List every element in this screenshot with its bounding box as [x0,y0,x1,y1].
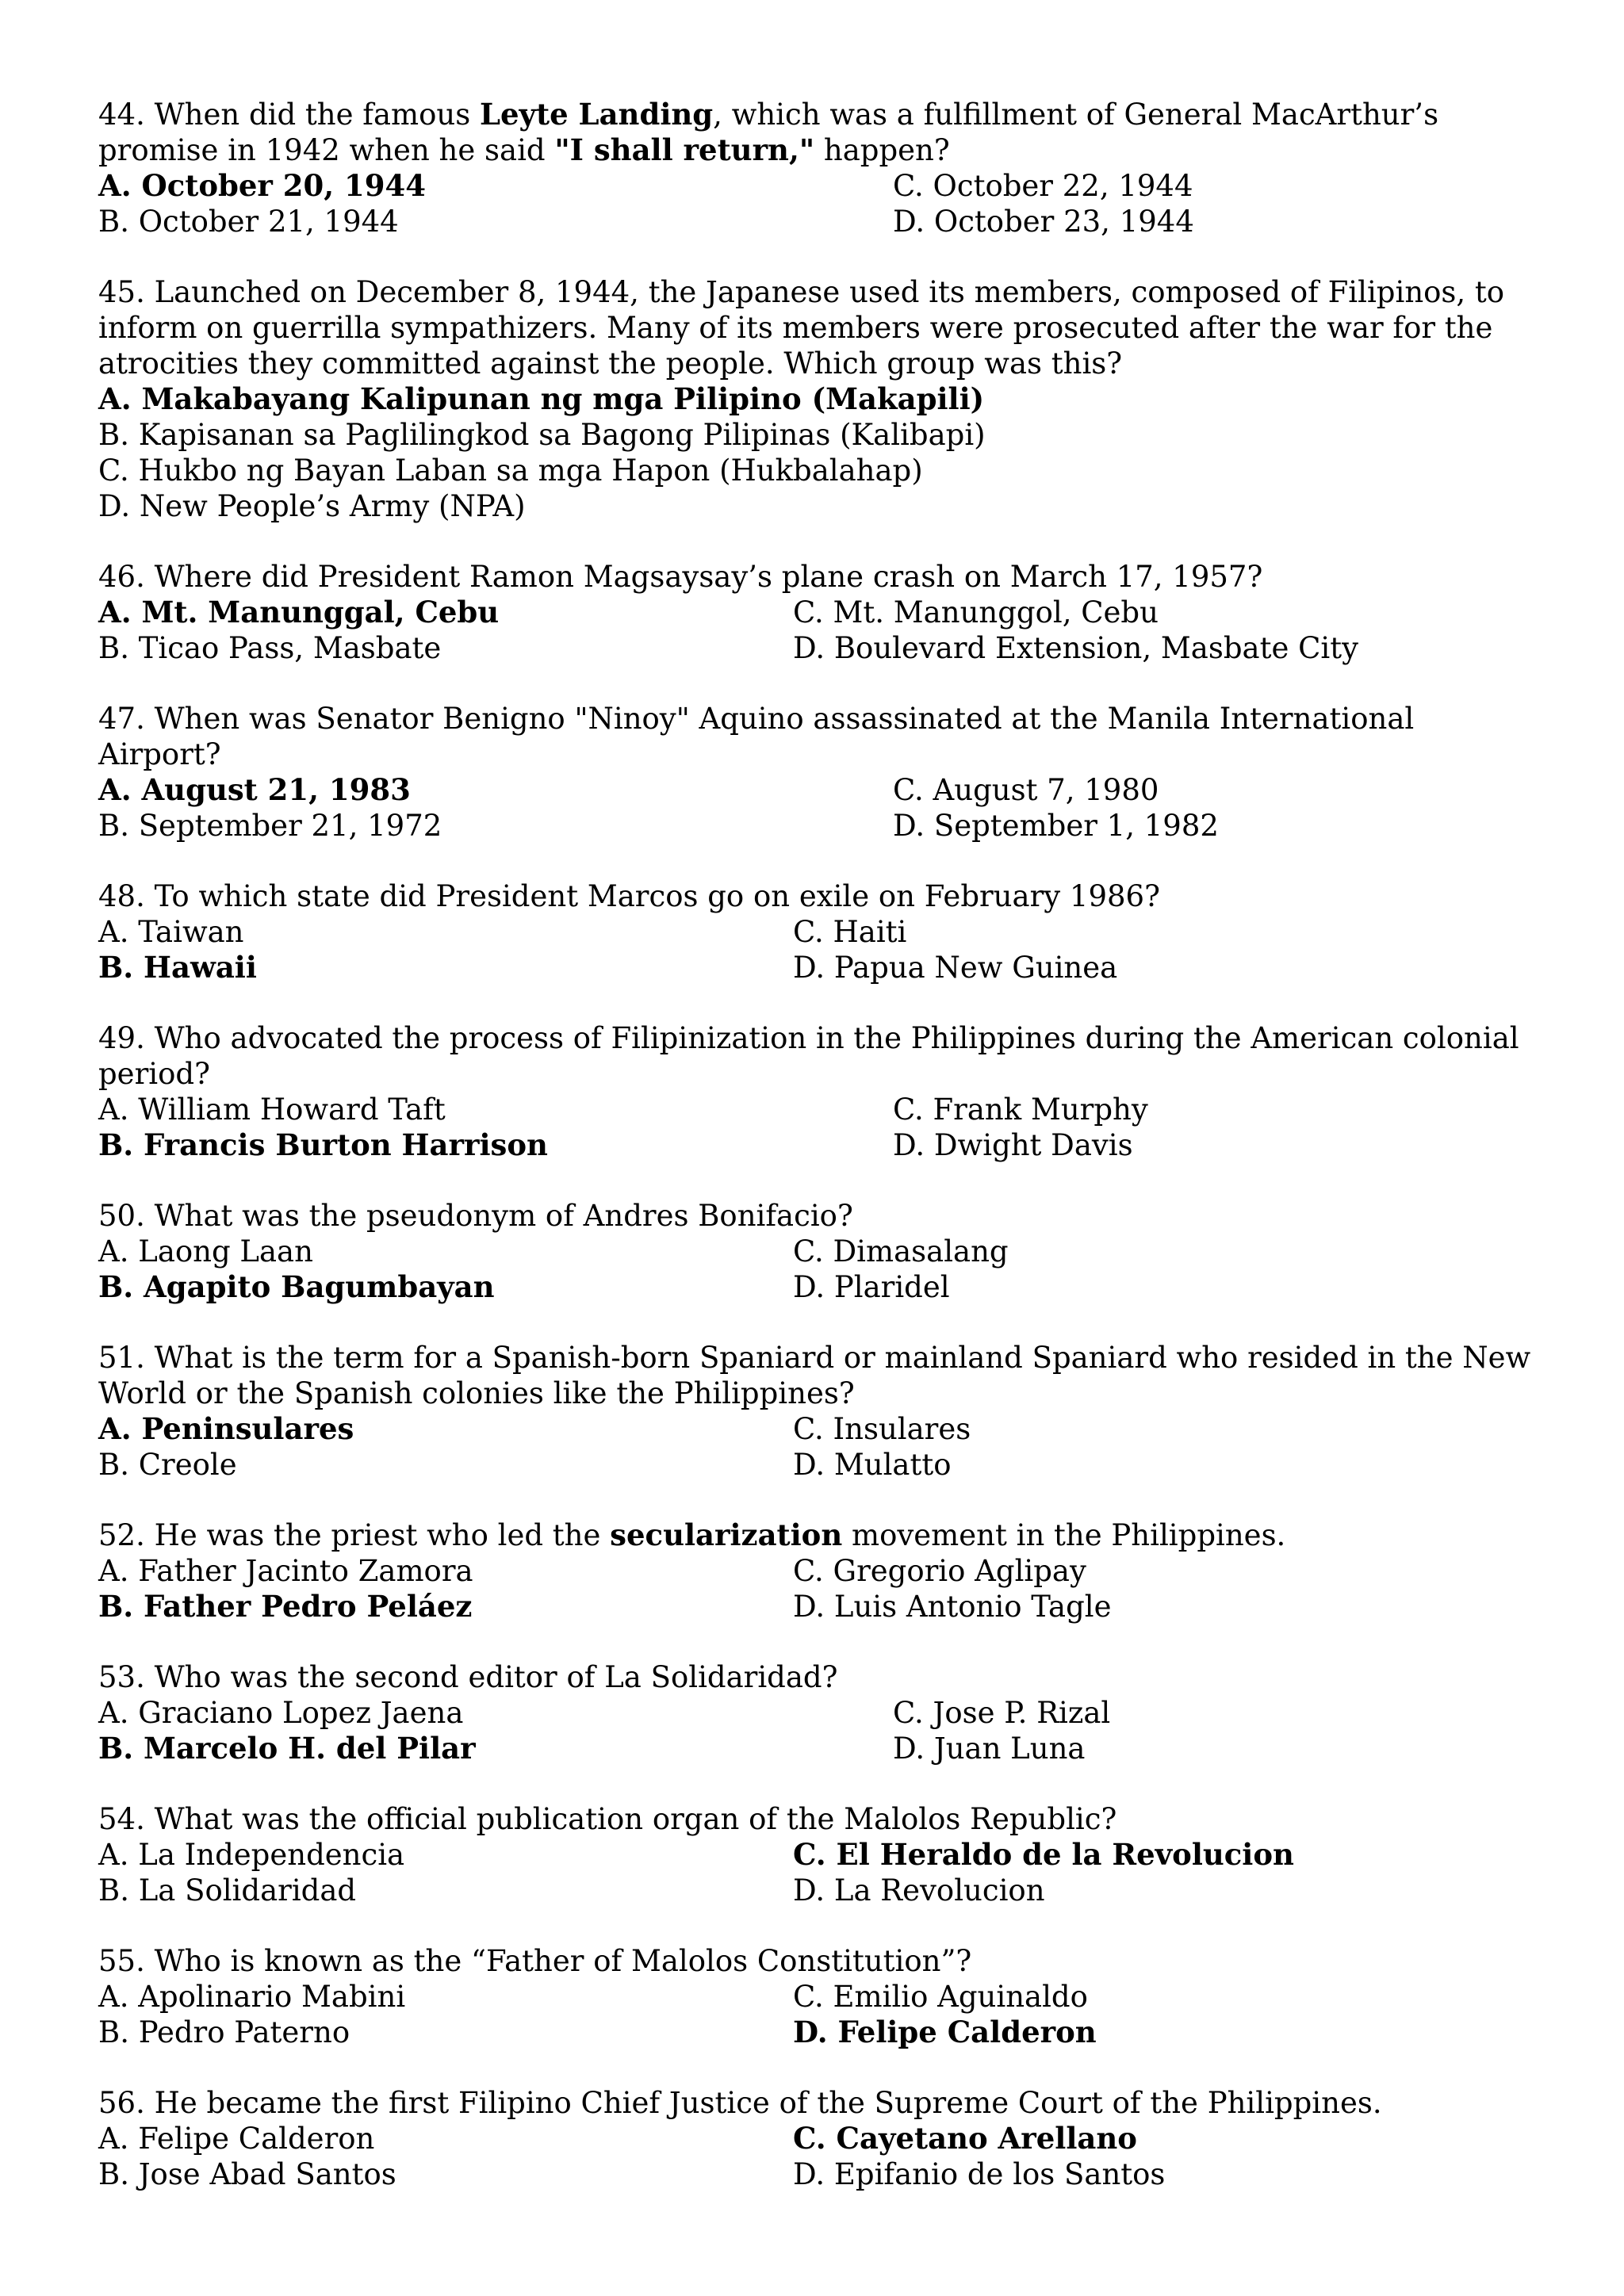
stem-text: Who was the second editor of La Solidaridad? [154,1660,838,1694]
option-a: A. Father Jacinto Zamora [98,1554,473,1588]
option-d: D. Plaridel [793,1270,950,1304]
question-stem [98,878,1542,914]
stem-text: , which was a fulfillment of General MacArthur’s promise in 1942 when he said [98,98,1439,167]
option-b: B. Creole [98,1448,237,1482]
option-b: B. October 21, 1944 [98,205,399,239]
question-54 [98,1801,1542,1908]
question-stem [98,559,1542,595]
question-stem [98,701,1542,772]
option-b: B. Ticao Pass, Masbate [98,631,442,665]
question-number: 54. [98,1802,145,1836]
question-44 [98,97,1542,239]
option-a: A. Apolinario Mabini [98,1980,406,2014]
option-a: A. Mt. Manunggal, Cebu [98,595,500,629]
option-b: B. Kapisanan sa Paglilingkod sa Bagong Pilipinas (Kalibapi) [98,418,986,452]
question-stem [98,1517,1542,1553]
question-stem [98,97,1542,168]
option-d: D. Papua New Guinea [793,951,1118,985]
option-d: D. La Revolucion [793,1873,1045,1908]
option-b: B. Father Pedro Peláez [98,1589,473,1624]
stem-text: When did the famous [154,98,480,132]
option-a: A. William Howard Taft [98,1093,446,1127]
question-47 [98,701,1542,844]
question-56 [98,2085,1542,2192]
stem-text: Where did President Ramon Magsaysay’s plane crash on March 17, 1957? [154,560,1263,594]
stem-text: He was the priest who led the [154,1518,611,1552]
option-c: C. Cayetano Arellano [793,2121,1137,2156]
option-b: B. Jose Abad Santos [98,2157,396,2191]
option-c: C. Dimasalang [793,1234,1009,1269]
option-d: D. Felipe Calderon [793,2015,1097,2049]
option-c: C. October 22, 1944 [893,169,1193,203]
stem-emphasis: secularization [610,1517,843,1552]
question-number: 52. [98,1518,145,1552]
option-a: A. August 21, 1983 [98,772,411,807]
question-number: 51. [98,1341,145,1375]
stem-emphasis: Leyte Landing [479,97,714,132]
option-d: D. New People’s Army (NPA) [98,489,526,523]
option-a: A. Laong Laan [98,1234,313,1269]
stem-text: When was Senator Benigno "Ninoy" Aquino assassinated at the Manila International Airport? [98,702,1415,771]
question-stem [98,1198,1542,1234]
question-stem [98,1659,1542,1695]
stem-text: Who is known as the “Father of Malolos Constitution”? [154,1944,972,1978]
option-a: A. October 20, 1944 [98,168,427,203]
answer-options [98,1837,1542,1908]
answer-options [98,168,1542,239]
option-d: D. Juan Luna [893,1732,1086,1766]
answer-options [98,1553,1542,1624]
option-c: C. August 7, 1980 [893,773,1159,807]
option-b: B. September 21, 1972 [98,809,442,843]
question-48 [98,878,1542,985]
option-a: A. Felipe Calderon [98,2122,375,2156]
question-number: 47. [98,702,145,736]
stem-text: Launched on December 8, 1944, the Japanese used its members, composed of Filipinos, to inform on guerrilla sympathizers. Many of its members were prosecuted after the war for the atrocities they committed against the people. Which group was this? [98,275,1505,381]
answer-options [98,595,1542,666]
question-number: 45. [98,275,145,309]
question-50 [98,1198,1542,1305]
question-53 [98,1659,1542,1766]
option-d: D. Epifanio de los Santos [793,2157,1166,2191]
question-49 [98,1020,1542,1163]
answer-options [98,1234,1542,1305]
question-number: 56. [98,2086,145,2120]
option-d: D. Boulevard Extension, Masbate City [793,631,1359,665]
option-d: D. Mulatto [793,1448,952,1482]
option-b: B. Marcelo H. del Pilar [98,1731,476,1766]
answer-options [98,914,1542,985]
option-b: B. Hawaii [98,950,257,985]
option-b: B. Pedro Paterno [98,2015,350,2049]
option-d: D. September 1, 1982 [893,809,1219,843]
question-number: 55. [98,1944,145,1978]
question-stem [98,1340,1542,1411]
option-a: A. Graciano Lopez Jaena [98,1696,464,1730]
stem-text: happen? [814,133,950,167]
option-a: A. Peninsulares [98,1411,354,1446]
stem-text: He became the first Filipino Chief Justice of the Supreme Court of the Philippines. [154,2086,1382,2120]
option-c: C. Insulares [793,1412,971,1446]
question-number: 53. [98,1660,145,1694]
answer-options [98,1979,1542,2050]
answer-options [98,1092,1542,1163]
option-c: C. Gregorio Aglipay [793,1554,1086,1588]
question-stem [98,1943,1542,1979]
question-stem [98,1020,1542,1092]
answer-options [98,381,1542,524]
question-45 [98,274,1542,524]
stem-text: What was the pseudonym of Andres Bonifacio? [154,1199,853,1233]
question-number: 49. [98,1021,145,1055]
option-c: C. Jose P. Rizal [893,1696,1111,1730]
stem-emphasis: "I shall return," [554,132,815,167]
question-number: 44. [98,98,145,132]
quiz-page [98,97,1542,2227]
question-52 [98,1517,1542,1624]
question-stem [98,2085,1542,2121]
question-stem [98,1801,1542,1837]
question-number: 48. [98,879,145,913]
answer-options [98,772,1542,844]
option-b: B. La Solidaridad [98,1873,357,1908]
question-51 [98,1340,1542,1483]
stem-text: movement in the Philippines. [842,1518,1286,1552]
option-b: B. Francis Burton Harrison [98,1127,548,1162]
question-number: 46. [98,560,145,594]
stem-text: To which state did President Marcos go on exile on February 1986? [154,879,1160,913]
stem-text: Who advocated the process of Filipinization in the Philippines during the American colonial period? [98,1021,1519,1091]
option-c: C. Hukbo ng Bayan Laban sa mga Hapon (Hukbalahap) [98,453,923,488]
option-b: B. Agapito Bagumbayan [98,1269,495,1304]
option-a: A. La Independencia [98,1838,405,1872]
question-46 [98,559,1542,666]
answer-options [98,2121,1542,2192]
option-d: D. Luis Antonio Tagle [793,1590,1112,1624]
option-d: D. Dwight Davis [893,1128,1133,1162]
question-number: 50. [98,1199,145,1233]
answer-options [98,1411,1542,1483]
question-55 [98,1943,1542,2050]
option-c: C. Frank Murphy [893,1093,1148,1127]
option-a: A. Makabayang Kalipunan ng mga Pilipino (Makapili) [98,381,985,416]
option-c: C. Mt. Manunggol, Cebu [793,595,1159,629]
option-c: C. Emilio Aguinaldo [793,1980,1088,2014]
option-c: C. Haiti [793,915,907,949]
stem-text: What was the official publication organ of the Malolos Republic? [154,1802,1117,1836]
question-stem [98,274,1542,381]
option-a: A. Taiwan [98,915,244,949]
option-c: C. El Heraldo de la Revolucion [793,1837,1294,1872]
answer-options [98,1695,1542,1766]
option-d: D. October 23, 1944 [893,205,1194,239]
stem-text: What is the term for a Spanish-born Spaniard or mainland Spaniard who resided in the New World or the Spanish colonies like the Philippines? [98,1341,1531,1410]
